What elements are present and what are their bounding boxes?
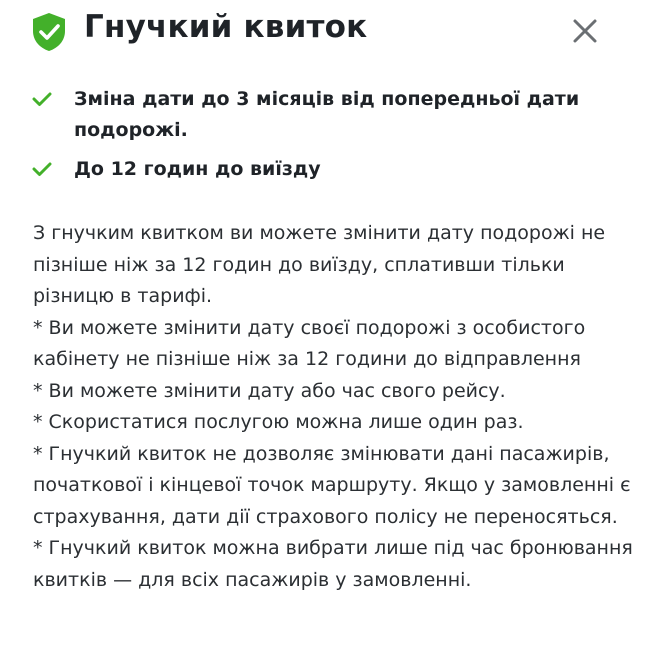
check-icon xyxy=(32,91,52,107)
feature-item xyxy=(30,84,620,146)
close-icon[interactable] xyxy=(568,14,602,48)
feature-text: Зміна дати до 3 місяців від попередньої дати подорожі. xyxy=(74,88,580,141)
feature-text: До 12 годин до виїзду xyxy=(74,158,321,180)
check-icon xyxy=(32,161,52,177)
feature-item xyxy=(30,154,620,185)
modal-header xyxy=(0,0,650,64)
feature-list xyxy=(30,84,620,193)
close-button[interactable] xyxy=(568,14,602,48)
shield-check-icon xyxy=(30,12,68,52)
description-text: З гнучким квитком ви можете змінити дату подорожі не пізніше ніж за 12 годин до виїзду, сплативши тільки різницю в тарифі. * Ви можете змінити дату своєї подорожі з особистого кабінету не пізніше ніж за 12 години до відправлення * Ви можете змінити дату або час свого рейсу. * Скористатися послугою можна лише один раз. * Гнучкий квиток не дозволяє змінювати дані пасажирів, початкової і кінцевої точок маршруту. Якщо у замовленні є страхування, дати дії страхового полісу не переносяться. * Гнучкий квиток можна вибрати лише під час бронювання квитків — для всіх пасажирів у замовленні. xyxy=(33,222,633,591)
modal-title: Гнучкий квиток xyxy=(84,9,368,45)
